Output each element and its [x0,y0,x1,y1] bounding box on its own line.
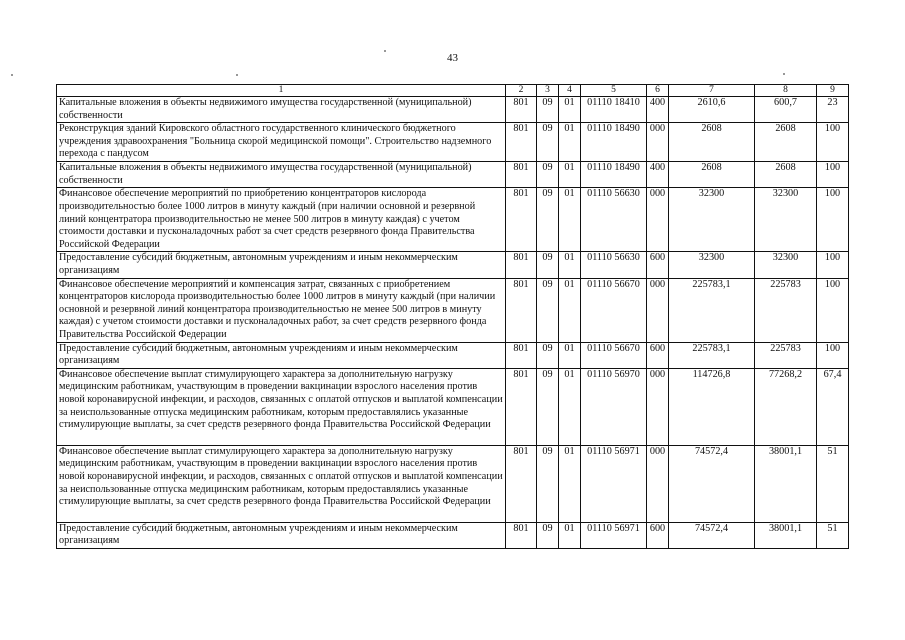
code-ministry: 801 [506,97,537,123]
table-header-row [57,85,849,97]
code-section: 09 [537,123,559,162]
code-expense-type: 000 [647,445,669,522]
amount-executed: 38001,1 [755,445,817,522]
header-cell: 9 [817,85,849,97]
amount-planned: 32300 [669,252,755,278]
code-ministry: 801 [506,368,537,445]
percent-executed: 51 [817,445,849,522]
code-expense-type: 400 [647,162,669,188]
code-target: 01110 56971 [581,522,647,548]
header-cell: 1 [57,85,506,97]
code-section: 09 [537,162,559,188]
percent-executed: 100 [817,188,849,252]
code-target: 01110 56971 [581,445,647,522]
header-cell: 8 [755,85,817,97]
code-section: 09 [537,445,559,522]
budget-table [56,84,849,549]
amount-executed: 600,7 [755,97,817,123]
code-expense-type: 000 [647,123,669,162]
row-name: Предоставление субсидий бюджетным, автономным учреждениям и иным некоммерческим организациям [57,522,506,548]
code-section: 09 [537,252,559,278]
code-section: 09 [537,342,559,368]
code-expense-type: 000 [647,368,669,445]
code-target: 01110 56630 [581,252,647,278]
header-cell: 4 [559,85,581,97]
header-cell: 2 [506,85,537,97]
row-name: Финансовое обеспечение выплат стимулирующего характера за дополнительную нагрузку медицинским работникам, участвующим в проведении вакцинации взрослого населения против новой коронавирусной инфекции, и расходов, связанных с оплатой отпусков и выплатой компенсации за неиспользованные отпуска медицинским работникам, которым предоставлялись указанные стимулирующие выплаты, за счет средств резервного фонда Правительства Российской Федерации [57,445,506,522]
amount-executed: 32300 [755,188,817,252]
percent-executed: 23 [817,97,849,123]
amount-planned: 32300 [669,188,755,252]
scan-speck [783,73,785,75]
amount-planned: 225783,1 [669,342,755,368]
row-name: Реконструкция зданий Кировского областного государственного клинического бюджетного учреждения здравоохранения "Больница скорой медицинской помощи". Строительство надземного перехода с пандусом [57,123,506,162]
code-subsection: 01 [559,342,581,368]
code-subsection: 01 [559,445,581,522]
code-target: 01110 18490 [581,162,647,188]
row-name: Финансовое обеспечение выплат стимулирующего характера за дополнительную нагрузку медицинским работникам, участвующим в проведении вакцинации взрослого населения против новой коронавирусной инфекции, и расходов, связанных с оплатой отпусков и выплатой компенсации за неиспользованные отпуска медицинским работникам, которым предоставлялись указанные стимулирующие выплаты, за счет средств резервного фонда Правительства Российской Федерации [57,368,506,445]
amount-executed: 32300 [755,252,817,278]
table-row [57,123,849,162]
amount-executed: 225783 [755,342,817,368]
amount-executed: 2608 [755,162,817,188]
amount-executed: 77268,2 [755,368,817,445]
row-name: Капитальные вложения в объекты недвижимого имущества государственной (муниципальной) собственности [57,97,506,123]
row-name: Капитальные вложения в объекты недвижимого имущества государственной (муниципальной) собственности [57,162,506,188]
code-subsection: 01 [559,162,581,188]
code-target: 01110 18410 [581,97,647,123]
table-row [57,278,849,342]
percent-executed: 100 [817,252,849,278]
row-name: Финансовое обеспечение мероприятий и компенсация затрат, связанных с приобретением концентраторов кислорода производительностью более 1000 литров в минуту каждый (при наличии основной и резервной линий концентратора производительностью не менее 500 литров в минуту каждая) с учетом стоимости доставки и пусконаладочных работ, за счет средств резервного фонда Правительства Российской Федерации [57,278,506,342]
code-expense-type: 600 [647,342,669,368]
code-expense-type: 000 [647,188,669,252]
header-cell: 5 [581,85,647,97]
code-subsection: 01 [559,368,581,445]
percent-executed: 67,4 [817,368,849,445]
amount-planned: 2610,6 [669,97,755,123]
code-subsection: 01 [559,123,581,162]
amount-planned: 2608 [669,162,755,188]
code-ministry: 801 [506,342,537,368]
row-name: Финансовое обеспечение мероприятий по приобретению концентраторов кислорода производительностью более 1000 литров в минуту каждый (при наличии основной и резервной линий концентратора производительностью не менее 500 литров в минуту каждая) с учетом стоимости доставки и пусконаладочных работ за счет средств резервного фонда Правительства Российской Федерации [57,188,506,252]
code-expense-type: 400 [647,97,669,123]
header-cell: 6 [647,85,669,97]
amount-planned: 2608 [669,123,755,162]
code-target: 01110 56630 [581,188,647,252]
percent-executed: 100 [817,278,849,342]
code-subsection: 01 [559,188,581,252]
code-section: 09 [537,97,559,123]
percent-executed: 100 [817,162,849,188]
table-row [57,368,849,445]
table-row [57,162,849,188]
code-target: 01110 56670 [581,342,647,368]
code-ministry: 801 [506,445,537,522]
code-ministry: 801 [506,522,537,548]
table-row [57,522,849,548]
code-section: 09 [537,278,559,342]
header-cell: 7 [669,85,755,97]
code-section: 09 [537,522,559,548]
code-subsection: 01 [559,252,581,278]
amount-planned: 74572,4 [669,445,755,522]
code-section: 09 [537,188,559,252]
code-subsection: 01 [559,278,581,342]
code-expense-type: 600 [647,522,669,548]
percent-executed: 51 [817,522,849,548]
code-ministry: 801 [506,252,537,278]
amount-planned: 74572,4 [669,522,755,548]
code-ministry: 801 [506,123,537,162]
table-row [57,188,849,252]
amount-planned: 225783,1 [669,278,755,342]
code-ministry: 801 [506,188,537,252]
code-target: 01110 56670 [581,278,647,342]
scan-speck [236,74,238,76]
code-ministry: 801 [506,278,537,342]
table-row [57,97,849,123]
amount-planned: 114726,8 [669,368,755,445]
row-name: Предоставление субсидий бюджетным, автономным учреждениям и иным некоммерческим организациям [57,342,506,368]
percent-executed: 100 [817,342,849,368]
amount-executed: 225783 [755,278,817,342]
row-name: Предоставление субсидий бюджетным, автономным учреждениям и иным некоммерческим организациям [57,252,506,278]
scan-speck [11,74,13,76]
code-expense-type: 600 [647,252,669,278]
page-number: 43 [447,52,458,64]
amount-executed: 38001,1 [755,522,817,548]
scan-speck [384,50,386,52]
code-target: 01110 18490 [581,123,647,162]
code-subsection: 01 [559,522,581,548]
table-row [57,342,849,368]
table-row [57,252,849,278]
amount-executed: 2608 [755,123,817,162]
code-expense-type: 000 [647,278,669,342]
code-ministry: 801 [506,162,537,188]
code-section: 09 [537,368,559,445]
code-target: 01110 56970 [581,368,647,445]
table-row [57,445,849,522]
header-cell: 3 [537,85,559,97]
percent-executed: 100 [817,123,849,162]
code-subsection: 01 [559,97,581,123]
